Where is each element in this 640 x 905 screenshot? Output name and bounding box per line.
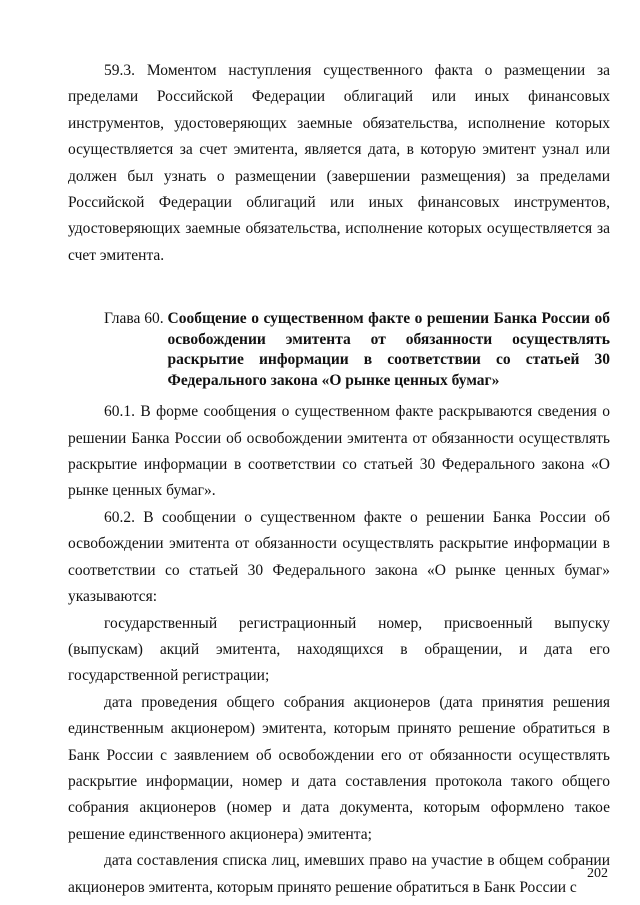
list-item-registration-number: государственный регистрационный номер, присвоенный выпуску (выпускам) акций эмитента, находящихся в обращении, и дата его государственной регистрации; [68,614,610,685]
paragraph-60-2: 60.2. В сообщении о существенном факте о решении Банка России об освобождении эмитента от обязанности осуществлять раскрытие информации в соответствии со статьей 30 Федерального закона «О рынке ценных бумаг» указываются: [68,508,610,606]
chapter-label: Глава 60. [104,310,168,328]
page-number: 202 [587,866,608,881]
chapter-title: Сообщение о существенном факте о решении Банка России об освобождении эмитента от обязанности осуществлять раскрытие информации в соответствии со статьей 30 Федерального закона «О рынке ценных бумаг» [167,310,610,389]
document-page [68,58,610,901]
chapter-heading [68,309,610,391]
list-item-meeting-date: дата проведения общего собрания акционеров (дата принятия решения единственным акционером) эмитента, которым принято решение обратиться в Банк России с заявлением об освобождении его от обязанности осуществлять раскрытие информации, номер и дата составления протокола такого общего собрания акционеров (номер и дата документа, которым оформлено такое решение единственного акционера) эмитента; [68,693,610,843]
paragraph-59-3: 59.3. Моментом наступления существенного факта о размещении за пределами Российской Федерации облигаций или иных финансовых инструментов, удостоверяющих заемные обязательства, исполнение которых осуществляется за счет эмитента, является дата, в которую эмитент узнал или должен был узнать о размещении (завершении размещения) за пределами Российской Федерации облигаций или иных финансовых инструментов, удостоверяющих заемные обязательства, исполнение которых осуществляется за счет эмитента. [68,62,610,264]
paragraph-60-1: 60.1. В форме сообщения о существенном факте раскрываются сведения о решении Банка России об освобождении эмитента от обязанности осуществлять раскрытие информации в соответствии со статьей 30 Федерального закона «О рынке ценных бумаг». [68,403,610,500]
list-item-shareholder-list-date: дата составления списка лиц, имевших право на участие в общем собрании акционеров эмитента, которым принято решение обратиться в Банк России с [68,852,610,896]
